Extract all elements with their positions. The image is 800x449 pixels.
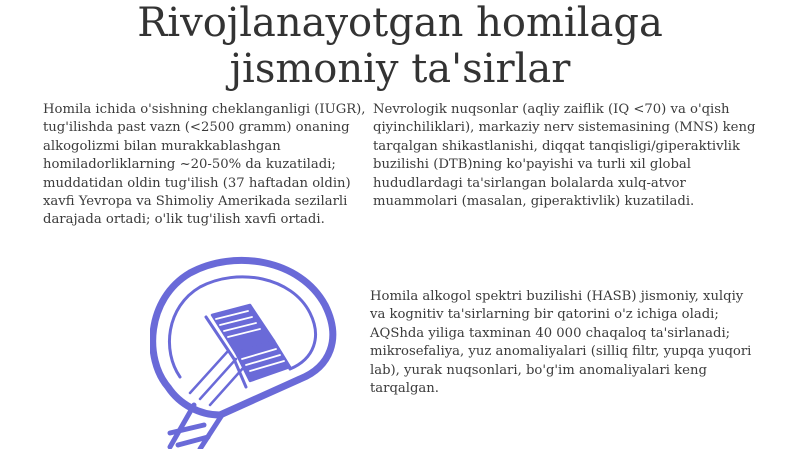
paragraph-fasd: Homila alkogol spektri buzilishi (HASB) jismoniy, xulqiy va kognitiv ta'sirlarning bir qatorini o'z ichiga oladi; AQShda yiliga taxminan 40 000 chaqaloq ta'sirlanadi; mikrosefaliya, yuz anomaliyalari (silliq filtr, yupqa yuqori lab), yurak nuqsonlari, bo'g'im anomaliyalari keng tarqalgan. [370, 289, 752, 397]
lightbulb-book-icon [150, 255, 340, 449]
paragraph-growth-restriction: Homila ichida o'sishning cheklanganligi (IUGR), tug'ilishda past vazn (<2500 gramm) onaning alkogolizmi bilan murakkablashgan homiladorliklarning ~20-50% da kuzatiladi; muddatidan oldin tug'ilish (37 haftadan oldin) xavfi Yevropa va Shimoliy Amerikada sezilarli darajada ortadi; o'lik tug'ilish xavfi ortadi. [43, 102, 366, 228]
title-line-1: Rivojlanayotgan homilaga [137, 0, 663, 46]
paragraph-neurological-defects: Nevrologik nuqsonlar (aqliy zaiflik (IQ <70) va o'qish qiyinchiliklari), markaziy nerv sistemasining (MNS) keng tarqalgan shikastlanishi, diqqat tanqisligi/giperaktivlik buzilishi (DTB)ning ko'payishi va turli xil global hududlardagi ta'sirlangan bolalarda xulq-atvor muammolari (masalan, giperaktivlik) kuzatiladi. [373, 102, 756, 210]
page-title [0, 0, 800, 92]
title-line-2: jismoniy ta'sirlar [229, 46, 571, 92]
